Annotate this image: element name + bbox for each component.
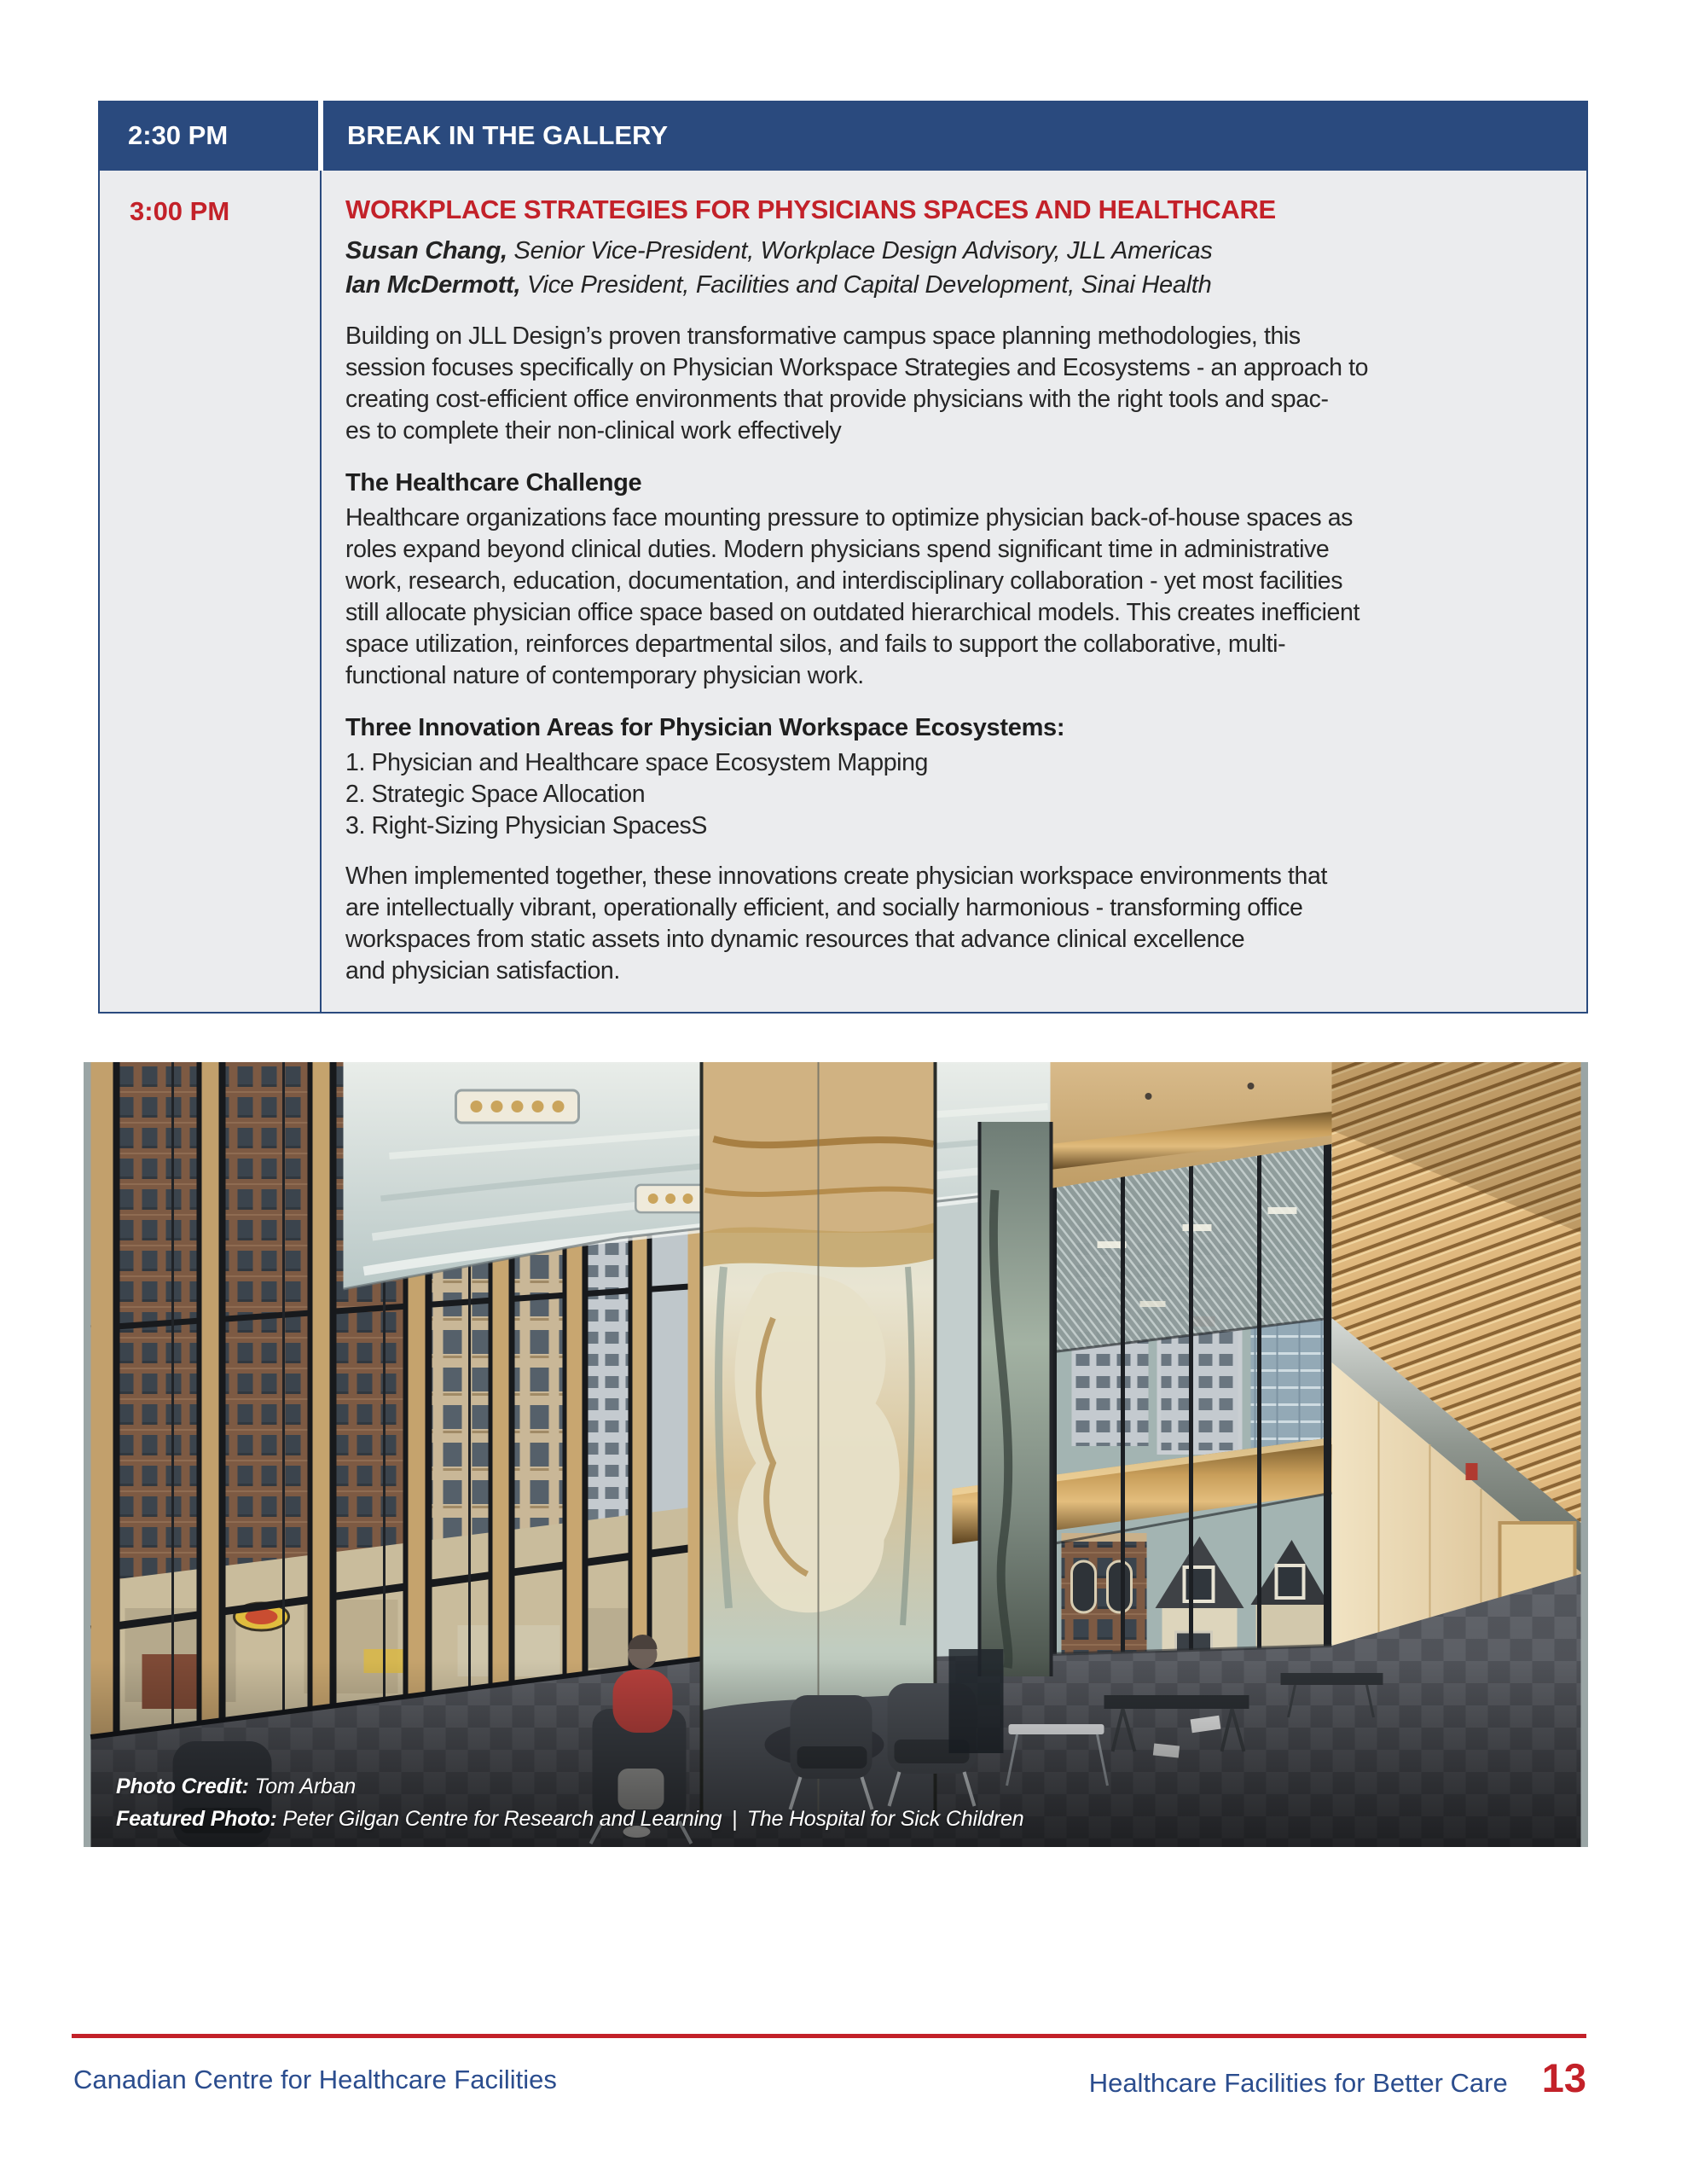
featured-photo [84, 1062, 1588, 1847]
photo-credit-line [116, 1770, 1023, 1803]
photo-caption [116, 1770, 1023, 1835]
list-item: 3. Right-Sizing Physician SpacesS [345, 812, 708, 839]
footer-tagline: Healthcare Facilities for Better Care [1088, 2068, 1508, 2098]
ceiling-light [456, 1090, 579, 1123]
footer-right-group [1089, 2054, 1586, 2101]
paragraph-line: space utilization, reinforces departmental silos, and fails to support the collaborative, multi- [345, 630, 1286, 658]
schedule-table [98, 101, 1588, 1014]
break-time: 2:30 PM [98, 101, 318, 171]
paragraph-line: Healthcare organizations face mounting pressure to optimize physician back-of-house spaces as [345, 504, 1354, 531]
speaker-name: Susan Chang, [345, 237, 507, 264]
paragraph-line: functional nature of contemporary physician work. [345, 662, 864, 689]
break-title: BREAK IN THE GALLERY [323, 101, 1588, 171]
speaker-role: Vice President, Facilities and Capital Development, Sinai Health [520, 271, 1212, 299]
subheading-healthcare-challenge: The Healthcare Challenge [345, 469, 642, 497]
session-paragraph [345, 861, 1566, 987]
paragraph-line: roles expand beyond clinical duties. Modern physicians spend significant time in administrative [345, 536, 1330, 563]
photo-credit-label: Photo Credit: [116, 1774, 249, 1798]
session-row [98, 171, 1588, 1014]
session-content [345, 171, 1566, 1008]
mirror-pillar-small [980, 1122, 1052, 1676]
lobby-photo-illustration [84, 1062, 1588, 1847]
schedule-header-row [98, 101, 1588, 171]
session-title: WORKPLACE STRATEGIES FOR PHYSICIANS SPACES AND HEALTHCARE [345, 195, 1276, 224]
featured-photo-label: Featured Photo: [116, 1807, 277, 1831]
list-item: 2. Strategic Space Allocation [345, 781, 646, 808]
paragraph-line: es to complete their non-clinical work effectively [345, 417, 842, 444]
paragraph-line: Building on JLL Design’s proven transformative campus space planning methodologies, this [345, 322, 1301, 350]
paragraph-line: workspaces from static assets into dynamic resources that advance clinical excellence [345, 926, 1245, 953]
page-number: 13 [1541, 2055, 1586, 2100]
photo-credit-value: Tom Arban [248, 1774, 357, 1798]
speaker-role: Senior Vice-President, Workplace Design Advisory, JLL Americas [507, 237, 1213, 264]
paragraph-line: are intellectually vibrant, operationally efficient, and socially harmonious - transforming office [345, 894, 1303, 921]
session-time: 3:00 PM [130, 196, 230, 226]
featured-photo-line [116, 1803, 1023, 1835]
session-paragraph [345, 321, 1566, 447]
subheading-innovation-areas: Three Innovation Areas for Physician Workspace Ecosystems: [345, 714, 1065, 741]
paragraph-line: session focuses specifically on Physician Workspace Strategies and Ecosystems - an approach to [345, 354, 1369, 381]
exit-sign [1466, 1463, 1478, 1480]
featured-photo-value: Peter Gilgan Centre for Research and Learning | The Hospital for Sick Children [276, 1807, 1024, 1831]
speaker-line [345, 234, 1566, 268]
speaker-name: Ian McDermott, [345, 271, 521, 299]
list-item: 1. Physician and Healthcare space Ecosystem Mapping [345, 749, 928, 776]
paragraph-line: still allocate physician office space based on outdated hierarchical models. This creates inefficient [345, 599, 1359, 626]
paragraph-line: creating cost-efficient office environments that provide physicians with the right tools and spac- [345, 386, 1329, 413]
paragraph-line: work, research, education, documentation, and interdisciplinary collaboration - yet most facilities [345, 567, 1343, 595]
session-paragraph [345, 502, 1566, 692]
innovation-list [345, 747, 1566, 842]
column-divider [320, 171, 322, 1012]
footer-rule [72, 2034, 1586, 2038]
speaker-line [345, 268, 1566, 302]
paragraph-line: When implemented together, these innovations create physician workspace environments that [345, 863, 1327, 890]
footer-organization: Canadian Centre for Healthcare Facilities [73, 2065, 557, 2094]
speaker-list [345, 234, 1566, 302]
paragraph-line: and physician satisfaction. [345, 957, 620, 985]
